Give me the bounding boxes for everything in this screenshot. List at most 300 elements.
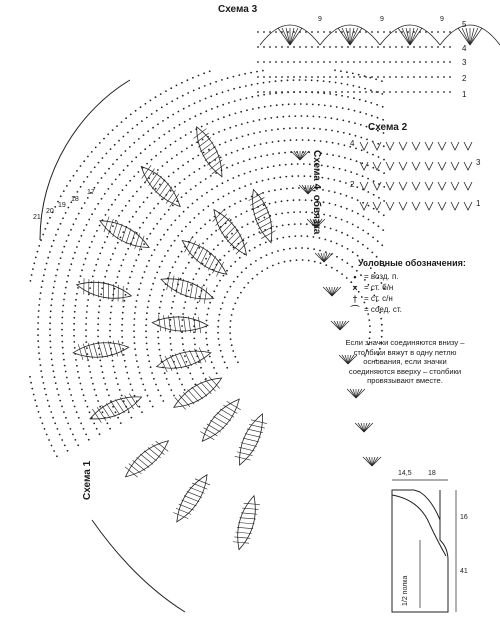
chain-stitch-dot <box>389 61 391 63</box>
treble-stitch-mark <box>125 465 138 479</box>
chain-stitch-dot <box>160 151 162 153</box>
single-crochet-icon: × <box>352 282 358 293</box>
chain-stitch-dot <box>167 250 169 252</box>
chain-stitch-dot <box>201 126 203 128</box>
chain-stitch-dot <box>222 104 224 106</box>
chain-stitch-dot <box>77 371 79 373</box>
chain-stitch-dot <box>163 134 165 136</box>
treble-stitch-mark <box>210 164 226 174</box>
chain-stitch-dot <box>317 31 319 33</box>
chain-stitch-dot <box>373 194 375 196</box>
chain-stitch-dot <box>121 210 123 212</box>
chain-stitch-dot <box>307 127 309 129</box>
chain-stitch-dot <box>174 240 176 242</box>
shell-stitch-mark <box>302 185 308 194</box>
chain-stitch-dot <box>199 296 201 298</box>
chain-stitch-dot <box>66 281 68 283</box>
chain-stitch-dot <box>370 89 372 91</box>
chain-stitch-dot <box>115 179 117 181</box>
chain-stitch-dot <box>182 164 184 166</box>
chain-stitch-dot <box>335 82 337 84</box>
chain-stitch-dot <box>317 61 319 63</box>
chain-stitch-dot <box>98 162 100 164</box>
chain-stitch-dot <box>278 152 280 154</box>
chain-stitch-dot <box>140 249 142 251</box>
chain-stitch-dot <box>207 350 209 352</box>
chain-stitch-dot <box>102 411 104 413</box>
scheme-3-fan-stitch <box>342 28 350 45</box>
chain-stitch-dot <box>46 434 48 436</box>
chain-stitch-dot <box>401 61 403 63</box>
chain-stitch-dot <box>266 154 268 156</box>
chain-stitch-dot <box>205 258 207 260</box>
chain-stitch-dot <box>133 336 135 338</box>
chain-stitch-dot <box>85 434 87 436</box>
chain-stitch-dot <box>217 106 219 108</box>
chain-stitch-dot <box>116 125 118 127</box>
chain-stitch-dot <box>164 213 166 215</box>
chain-stitch-dot <box>389 91 391 93</box>
chain-stitch-dot <box>128 378 130 380</box>
chain-stitch-dot <box>123 169 125 171</box>
chain-stitch-dot <box>75 299 77 301</box>
chain-stitch-dot <box>356 186 358 188</box>
chain-stitch-dot <box>160 93 162 95</box>
chain-stitch-dot <box>299 76 301 78</box>
chain-stitch-dot <box>401 91 403 93</box>
chain-stitch-dot <box>151 372 153 374</box>
chain-stitch-dot <box>372 237 374 239</box>
chain-stitch-dot <box>95 264 97 266</box>
chain-stitch-dot <box>144 271 146 273</box>
chain-stitch-dot <box>317 80 319 82</box>
chain-stitch-dot <box>47 257 49 259</box>
chain-stitch-dot <box>329 203 331 205</box>
chain-stitch-dot <box>305 79 307 81</box>
chain-stitch-dot <box>227 90 229 92</box>
chain-stitch-dot <box>334 191 336 193</box>
chain-stitch-dot <box>177 284 179 286</box>
v-stitch-mark <box>425 202 433 210</box>
chain-stitch-dot <box>198 268 200 270</box>
chain-stitch-dot <box>48 405 50 407</box>
chain-stitch-dot <box>37 322 39 324</box>
chain-stitch-dot <box>257 61 259 63</box>
chain-stitch-dot <box>401 46 403 48</box>
chain-stitch-dot <box>262 70 264 72</box>
chain-stitch-dot <box>73 329 75 331</box>
chain-stitch-dot <box>272 141 274 143</box>
chain-stitch-dot <box>305 91 307 93</box>
chain-stitch-dot <box>124 300 126 302</box>
chain-stitch-dot <box>346 277 348 279</box>
dimension-top-left: 14,5 <box>398 470 412 477</box>
chain-stitch-dot <box>151 255 153 257</box>
chain-stitch-dot <box>362 175 364 177</box>
chain-stitch-dot <box>331 117 333 119</box>
chain-stitch-dot <box>336 118 338 120</box>
chain-stitch-dot <box>253 120 255 122</box>
chain-stitch-dot <box>58 263 60 265</box>
chain-stitch-dot <box>137 366 139 368</box>
chain-stitch-dot <box>437 76 439 78</box>
chain-stitch-dot <box>296 259 298 261</box>
chain-stitch-dot <box>198 75 200 77</box>
chain-stitch-dot <box>366 139 368 141</box>
chain-stitch-dot <box>325 264 327 266</box>
chain-stitch-dot <box>237 150 239 152</box>
v-stitch-mark <box>425 142 433 150</box>
chain-stitch-dot <box>125 366 127 368</box>
chain-stitch-dot <box>383 61 385 63</box>
chain-stitch-dot <box>72 434 74 436</box>
chain-stitch-dot <box>359 111 361 113</box>
chain-stitch-dot <box>199 168 201 170</box>
chain-stitch-dot <box>144 389 146 391</box>
chain-stitch-dot <box>44 228 46 230</box>
chain-stitch-dot <box>132 195 134 197</box>
chain-stitch-dot <box>148 300 150 302</box>
chain-stitch-dot <box>294 115 296 117</box>
chain-stitch-dot <box>83 181 85 183</box>
chain-stitch-dot <box>172 205 174 207</box>
chain-stitch-dot <box>125 150 127 152</box>
chain-stitch-dot <box>355 135 357 137</box>
treble-stitch-mark <box>179 502 194 513</box>
chain-stitch-dot <box>333 167 335 169</box>
chain-stitch-dot <box>134 312 136 314</box>
chain-stitch-dot <box>259 131 261 133</box>
chain-stitch-dot <box>383 172 385 174</box>
chain-stitch-dot <box>69 269 71 271</box>
chain-stitch-dot <box>157 325 159 327</box>
legend-item-slip <box>350 304 466 315</box>
chain-stitch-dot <box>58 394 60 396</box>
chain-stitch-dot <box>220 259 222 261</box>
chain-stitch-dot <box>293 79 295 81</box>
chain-stitch-dot <box>357 199 359 201</box>
chain-stitch-dot <box>206 320 208 322</box>
chain-stitch-dot <box>195 273 197 275</box>
chain-stitch-dot <box>106 270 108 272</box>
chain-stitch-dot <box>389 46 391 48</box>
chain-stitch-dot <box>304 175 306 177</box>
chain-stitch-dot <box>275 61 277 63</box>
chain-stitch-dot <box>114 199 116 201</box>
chain-stitch-dot <box>276 116 278 118</box>
chain-stitch-dot <box>281 200 283 202</box>
chain-stitch-dot <box>135 156 137 158</box>
chain-stitch-dot <box>61 323 63 325</box>
pineapple-outline <box>190 124 228 180</box>
chain-stitch-dot <box>187 207 189 209</box>
scheme-1-row-19: 19 <box>58 202 66 209</box>
treble-stitch-mark <box>183 316 187 332</box>
chain-stitch-dot <box>161 295 163 297</box>
chain-stitch-dot <box>269 93 271 95</box>
chain-stitch-dot <box>198 213 200 215</box>
chain-stitch-dot <box>431 46 433 48</box>
chain-stitch-dot <box>73 175 75 177</box>
v-stitch-mark <box>425 182 433 190</box>
v-stitch-mark <box>360 162 368 170</box>
chain-stitch-dot <box>143 243 145 245</box>
chain-stitch-dot <box>212 202 214 204</box>
chain-stitch-dot <box>419 76 421 78</box>
chain-stitch-dot <box>189 118 191 120</box>
chain-stitch-dot <box>108 395 110 397</box>
chain-stitch-dot <box>205 110 207 112</box>
chain-stitch-dot <box>114 247 116 249</box>
chain-stitch-dot <box>348 108 350 110</box>
chain-stitch-dot <box>231 152 233 154</box>
chain-stitch-dot <box>135 354 137 356</box>
chain-stitch-dot <box>358 74 360 76</box>
chain-stitch-dot <box>449 46 451 48</box>
chain-stitch-dot <box>138 288 140 290</box>
chain-stitch-dot <box>97 182 99 184</box>
chain-stitch-dot <box>54 376 56 378</box>
chain-stitch-dot <box>227 291 229 293</box>
chain-stitch-dot <box>223 196 225 198</box>
chain-stitch-dot <box>302 259 304 261</box>
v-stitch-mark <box>451 182 459 190</box>
chain-stitch-dot <box>87 359 89 361</box>
treble-stitch-mark <box>175 353 182 369</box>
chain-stitch-dot <box>269 91 271 93</box>
chain-stitch-dot <box>37 251 39 253</box>
chain-stitch-dot <box>367 152 369 154</box>
chain-stitch-dot <box>230 338 232 340</box>
chain-stitch-dot <box>80 383 82 385</box>
chain-stitch-dot <box>378 225 380 227</box>
chain-stitch-dot <box>278 140 280 142</box>
chain-stitch-dot <box>142 167 144 169</box>
chain-stitch-dot <box>145 103 147 105</box>
chain-stitch-dot <box>368 205 370 207</box>
chain-stitch-dot <box>104 172 106 174</box>
chain-stitch-dot <box>109 324 111 326</box>
chain-stitch-dot <box>282 116 284 118</box>
chain-stitch-dot <box>275 201 277 203</box>
chain-stitch-dot <box>244 73 246 75</box>
chain-stitch-dot <box>157 337 159 339</box>
chain-stitch-dot <box>78 377 80 379</box>
chain-stitch-dot <box>87 353 89 355</box>
edging-shell <box>291 151 309 160</box>
chain-stitch-dot <box>112 225 114 227</box>
chain-stitch-dot <box>262 180 264 182</box>
chain-stitch-dot <box>206 344 208 346</box>
chain-stitch-dot <box>259 244 261 246</box>
chain-stitch-dot <box>213 249 215 251</box>
chain-stitch-dot <box>371 76 373 78</box>
chain-stitch-dot <box>347 46 349 48</box>
chain-stitch-dot <box>175 261 177 263</box>
chain-stitch-dot <box>67 382 69 384</box>
chain-stitch-dot <box>276 104 278 106</box>
chain-stitch-dot <box>73 317 75 319</box>
legend <box>350 258 466 315</box>
chain-stitch-dot <box>328 190 330 192</box>
chain-stitch-dot <box>341 46 343 48</box>
chain-stitch-dot <box>337 131 339 133</box>
chain-stitch-dot <box>305 61 307 63</box>
chain-stitch-dot <box>419 91 421 93</box>
scheme-3-repeat-label: 9 <box>440 16 444 23</box>
chain-stitch-dot <box>335 61 337 63</box>
chain-stitch-dot <box>371 115 373 117</box>
chain-stitch-dot <box>90 171 92 173</box>
chain-stitch-dot <box>233 190 235 192</box>
chain-stitch-dot <box>102 157 104 159</box>
chain-stitch-dot <box>129 276 131 278</box>
chain-stitch-dot <box>81 207 83 209</box>
chain-stitch-dot <box>156 110 158 112</box>
v-stitch-mark <box>438 142 446 150</box>
chain-stitch-dot <box>257 83 259 85</box>
legend-item-chain <box>350 271 466 282</box>
chain-stitch-dot <box>75 218 77 220</box>
treble-stitch-mark <box>148 446 161 460</box>
chain-stitch-dot <box>250 264 252 266</box>
chain-stitch-dot <box>279 176 281 178</box>
chain-stitch-dot <box>383 76 385 78</box>
chain-stitch-dot <box>146 318 148 320</box>
chain-stitch-dot <box>142 277 144 279</box>
chain-stitch-dot <box>163 234 165 236</box>
chain-stitch-dot <box>273 177 275 179</box>
chain-stitch-dot <box>47 400 49 402</box>
chain-stitch-dot <box>86 305 88 307</box>
chain-stitch-dot <box>36 405 38 407</box>
chain-stitch-dot <box>449 91 451 93</box>
chain-stitch-dot <box>269 215 271 217</box>
chain-stitch-dot <box>146 117 148 119</box>
chain-stitch-dot <box>127 132 129 134</box>
treble-stitch-mark <box>198 317 202 333</box>
chain-stitch-dot <box>395 61 397 63</box>
chain-stitch-dot <box>65 371 67 373</box>
chain-stitch-dot <box>236 229 238 231</box>
chain-stitch-dot <box>307 115 309 117</box>
chain-stitch-dot <box>373 222 375 224</box>
chain-stitch-dot <box>193 171 195 173</box>
chain-stitch-dot <box>202 242 204 244</box>
chain-stitch-dot <box>407 76 409 78</box>
v-stitch-mark <box>360 182 368 190</box>
chain-stitch-dot <box>91 281 93 283</box>
chain-stitch-dot <box>257 31 259 33</box>
chain-stitch-dot <box>281 80 283 82</box>
chain-stitch-dot <box>205 98 207 100</box>
chain-stitch-dot <box>357 255 359 257</box>
chain-stitch-dot <box>381 330 383 332</box>
chain-stitch-dot <box>146 312 148 314</box>
chain-stitch-dot <box>275 91 277 93</box>
chain-stitch-dot <box>335 46 337 48</box>
chain-stitch-dot <box>272 153 274 155</box>
chain-stitch-dot <box>323 31 325 33</box>
chain-stitch-dot <box>330 105 332 107</box>
chain-stitch-dot <box>52 364 54 366</box>
chain-stitch-dot <box>257 95 259 97</box>
chain-stitch-dot <box>313 248 315 250</box>
treble-stitch-mark <box>168 194 182 207</box>
chain-stitch-dot <box>311 61 313 63</box>
chain-stitch-dot <box>152 406 154 408</box>
v-stitch-mark <box>464 182 472 190</box>
chain-stitch-dot <box>50 353 52 355</box>
chain-stitch-dot <box>225 154 227 156</box>
chain-stitch-dot <box>105 214 107 216</box>
chain-stitch-dot <box>109 231 111 233</box>
chain-stitch-dot <box>431 76 433 78</box>
chain-stitch-dot <box>311 31 313 33</box>
pineapple-motif <box>72 339 129 360</box>
chain-stitch-dot <box>112 163 114 165</box>
chain-stitch-dot <box>149 212 151 214</box>
chain-stitch-dot <box>81 269 83 271</box>
chain-stitch-dot <box>317 46 319 48</box>
chain-stitch-dot <box>437 31 439 33</box>
chain-stitch-dot <box>237 162 239 164</box>
chain-stitch-dot <box>264 217 266 219</box>
chain-stitch-dot <box>282 225 284 227</box>
chain-stitch-dot <box>218 131 220 133</box>
chain-stitch-dot <box>231 314 233 316</box>
chain-stitch-dot <box>229 326 231 328</box>
chain-stitch-dot <box>177 98 179 100</box>
chain-stitch-dot <box>37 328 39 330</box>
chain-stitch-dot <box>291 163 293 165</box>
chain-stitch-dot <box>77 444 79 446</box>
chain-stitch-dot <box>74 406 76 408</box>
v-stitch-mark <box>438 162 446 170</box>
chain-stitch-dot <box>261 168 263 170</box>
treble-stitch-mark <box>93 342 98 358</box>
chain-stitch-dot <box>184 246 186 248</box>
v-stitch-mark <box>425 162 433 170</box>
chain-stitch-dot <box>166 103 168 105</box>
chain-stitch-dot <box>179 378 181 380</box>
chain-stitch-dot <box>313 116 315 118</box>
chain-stitch-dot <box>270 227 272 229</box>
chain-stitch-dot <box>188 262 190 264</box>
chain-stitch-dot <box>271 252 273 254</box>
chain-stitch-dot <box>78 241 80 243</box>
chain-stitch-dot <box>200 113 202 115</box>
v-stitch-mark <box>464 142 472 150</box>
chain-stitch-dot <box>288 236 290 238</box>
chain-stitch-dot <box>38 245 40 247</box>
chain-stitch-dot <box>86 311 88 313</box>
chain-stitch-dot <box>183 108 185 110</box>
chain-stitch-dot <box>261 270 263 272</box>
chain-stitch-dot <box>125 117 127 119</box>
chain-stitch-dot <box>112 360 114 362</box>
chain-stitch-dot <box>265 130 267 132</box>
chain-stitch-dot <box>112 253 114 255</box>
chain-stitch-dot <box>216 372 218 374</box>
chain-stitch-dot <box>209 219 211 221</box>
chain-stitch-dot <box>229 127 231 129</box>
chain-stitch-dot <box>59 400 61 402</box>
chain-stitch-dot <box>112 129 114 131</box>
chain-stitch-dot <box>201 290 203 292</box>
chain-stitch-dot <box>178 256 180 258</box>
chain-stitch-dot <box>245 85 247 87</box>
